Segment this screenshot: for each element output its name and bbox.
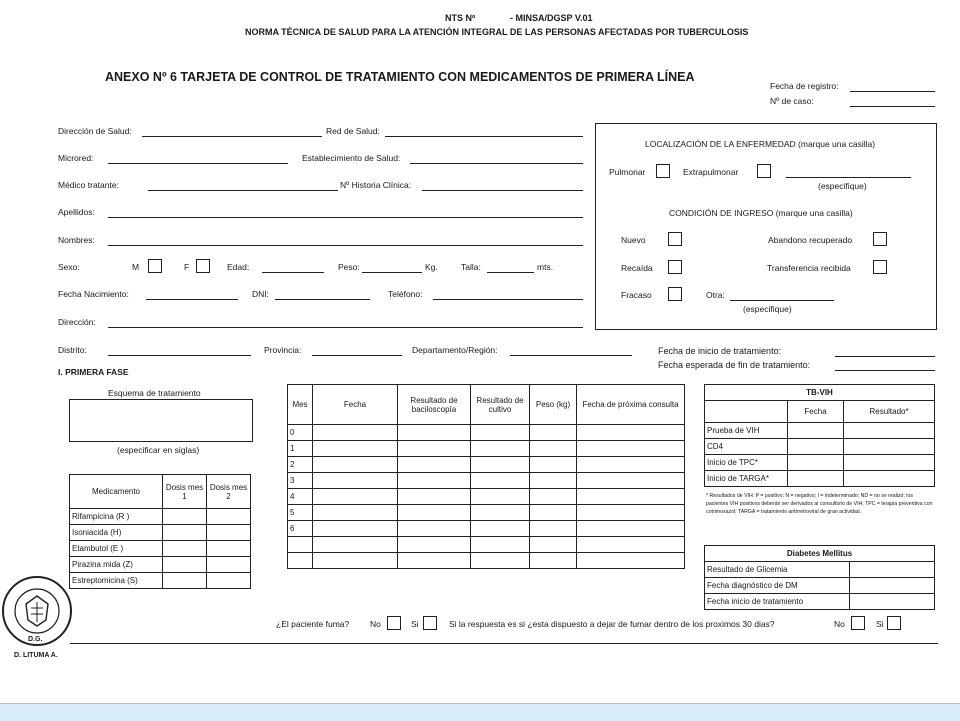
table-row <box>288 505 685 521</box>
med-header-dosis1: Dosis mes 1 <box>163 475 207 509</box>
mes-cell: 2 <box>288 457 313 473</box>
fecha-registro-label: Fecha de registro: <box>770 81 839 91</box>
historia-label: Nº Historia Clínica: <box>340 180 412 190</box>
dosis-cell[interactable] <box>163 525 207 541</box>
seg-cell[interactable] <box>313 553 398 569</box>
departamento-line[interactable] <box>510 355 632 356</box>
seg-cell[interactable] <box>398 489 471 505</box>
table-row <box>288 425 685 441</box>
tbvih-title: TB-VIH <box>705 385 935 401</box>
table-row <box>70 573 251 589</box>
norma-title: NORMA TÉCNICA DE SALUD PARA LA ATENCIÓN INTEGRAL DE LAS PERSONAS AFECTADAS POR TUBERCULOSIS <box>245 27 749 37</box>
diabetes-row-label: Resultado de Glicemia <box>705 562 850 578</box>
distrito-line[interactable] <box>108 355 251 356</box>
seg-cell[interactable] <box>398 505 471 521</box>
direccion-line[interactable] <box>108 327 583 328</box>
mts-label: mts. <box>537 262 554 272</box>
dosis-cell[interactable] <box>207 557 251 573</box>
stamp-dg: D.G. <box>28 636 43 643</box>
fuma-dispuesto: Si la respuesta es si ¿esta dispuesto a dejar de fumar dentro de los proximos 30 dias? <box>449 619 775 629</box>
provincia-line[interactable] <box>312 355 402 356</box>
talla-label: Talla: <box>461 262 481 272</box>
fuma-no-checkbox[interactable] <box>387 616 401 630</box>
seg-cell[interactable] <box>471 521 530 537</box>
seg-cell[interactable] <box>398 521 471 537</box>
medicamentos-table <box>69 474 251 589</box>
seg-cell[interactable] <box>313 457 398 473</box>
table-row <box>288 441 685 457</box>
table-row <box>705 455 935 471</box>
fracaso-checkbox[interactable] <box>668 287 682 301</box>
telefono-label: Teléfono: <box>388 289 423 299</box>
nombres-label: Nombres: <box>58 235 95 245</box>
seg-cell[interactable] <box>471 553 530 569</box>
diabetes-table <box>704 545 935 610</box>
pulmonar-label: Pulmonar <box>609 167 646 177</box>
footer-rule <box>70 643 938 644</box>
seg-cell[interactable] <box>577 521 685 537</box>
fecha-fin-label: Fecha esperada de fin de tratamiento: <box>658 360 811 370</box>
seg-header-mes: Mes <box>288 385 313 425</box>
seg-cell[interactable] <box>530 521 577 537</box>
esquema-label: Esquema de tratamiento <box>108 388 201 398</box>
seg-cell[interactable] <box>577 489 685 505</box>
tbvih-row-label: Prueba de VIH <box>705 423 788 439</box>
tbvih-cell[interactable] <box>788 455 844 471</box>
direccion-salud-line[interactable] <box>142 136 322 137</box>
microred-label: Microred: <box>58 153 94 163</box>
especificar-siglas: (especificar en siglas) <box>117 445 200 455</box>
seg-cell[interactable] <box>577 537 685 553</box>
tbvih-row-label: Inicio de TPC* <box>705 455 788 471</box>
sexo-f-checkbox[interactable] <box>196 259 210 273</box>
seg-cell[interactable] <box>530 473 577 489</box>
mes-cell <box>288 553 313 569</box>
table-row <box>288 489 685 505</box>
nombres-line[interactable] <box>108 245 583 246</box>
talla-line[interactable] <box>487 272 534 273</box>
table-row <box>70 525 251 541</box>
mes-cell: 0 <box>288 425 313 441</box>
seg-header-peso: Peso (kg) <box>530 385 577 425</box>
diabetes-row-label: Fecha diagnóstico de DM <box>705 578 850 594</box>
seg-cell[interactable] <box>471 441 530 457</box>
dejar-no-label: No <box>834 619 845 629</box>
seg-cell[interactable] <box>577 441 685 457</box>
tbvih-header-resultado: Resultado* <box>844 401 935 423</box>
med-name: Pirazina mida (Z) <box>70 557 163 573</box>
fuma-no-label: No <box>370 619 381 629</box>
seg-cell[interactable] <box>530 489 577 505</box>
mes-cell <box>288 537 313 553</box>
fecha-fin-line[interactable] <box>835 370 935 371</box>
seg-cell[interactable] <box>398 553 471 569</box>
dosis-cell[interactable] <box>163 541 207 557</box>
nuevo-checkbox[interactable] <box>668 232 682 246</box>
condicion-title: CONDICIÓN DE INGRESO (marque una casilla) <box>669 208 853 218</box>
seg-cell[interactable] <box>313 473 398 489</box>
seg-header-proxima: Fecha de próxima consulta <box>577 385 685 425</box>
mes-cell: 4 <box>288 489 313 505</box>
table-row <box>288 521 685 537</box>
seg-cell[interactable] <box>471 457 530 473</box>
table-row <box>705 471 935 487</box>
seg-cell[interactable] <box>577 473 685 489</box>
tbvih-cell[interactable] <box>844 423 935 439</box>
seg-cell[interactable] <box>530 441 577 457</box>
table-row <box>288 457 685 473</box>
seg-cell[interactable] <box>530 553 577 569</box>
tbvih-header-fecha: Fecha <box>788 401 844 423</box>
localizacion-title: LOCALIZACIÓN DE LA ENFERMEDAD (marque una casilla) <box>645 139 876 149</box>
fecha-nac-line[interactable] <box>146 299 238 300</box>
esquema-box[interactable] <box>69 399 253 442</box>
seg-cell[interactable] <box>313 537 398 553</box>
stamp-signature: D. LITUMA A. <box>14 652 58 659</box>
table-row <box>705 562 935 578</box>
transferencia-checkbox[interactable] <box>873 260 887 274</box>
seg-cell[interactable] <box>530 537 577 553</box>
fuma-si-checkbox[interactable] <box>423 616 437 630</box>
med-header-medicamento: Medicamento <box>70 475 163 509</box>
med-header-dosis2: Dosis mes 2 <box>207 475 251 509</box>
abandono-checkbox[interactable] <box>873 232 887 246</box>
establecimiento-label: Establecimiento de Salud: <box>302 153 401 163</box>
tbvih-header-empty <box>705 401 788 423</box>
tbvih-cell[interactable] <box>788 471 844 487</box>
tbvih-cell[interactable] <box>788 439 844 455</box>
tbvih-row-label: Inicio de TARGA* <box>705 471 788 487</box>
pulmonar-checkbox[interactable] <box>656 164 670 178</box>
seg-cell[interactable] <box>398 537 471 553</box>
fuma-si-label: Si <box>411 619 419 629</box>
tbvih-note: * Resultados de VIH: P = positivo; N = negativo; I = indeterminado; ND = no se realizó; los pacientes VIH positivos deberán ser derivados al consultorio de VIH; TPC = terapia preventiva con cotrimoxazol; TARGA = tratamiento antirretroviral de gran actividad. <box>706 493 933 515</box>
num-caso-line[interactable] <box>850 106 935 107</box>
diabetes-cell[interactable] <box>850 594 935 610</box>
dosis-cell[interactable] <box>163 573 207 589</box>
sexo-label: Sexo: <box>58 262 80 272</box>
med-name: Estreptomicina (S) <box>70 573 163 589</box>
seg-cell[interactable] <box>530 505 577 521</box>
table-row <box>705 594 935 610</box>
edad-line[interactable] <box>262 272 324 273</box>
dosis-cell[interactable] <box>207 525 251 541</box>
table-row <box>70 509 251 525</box>
dni-line[interactable] <box>275 299 370 300</box>
transferencia-label: Transferencia recibida <box>767 263 851 273</box>
sexo-m-label: M <box>132 262 140 272</box>
tbvih-cell[interactable] <box>844 439 935 455</box>
primera-fase-title: I. PRIMERA FASE <box>58 367 129 377</box>
peso-label: Peso: <box>338 262 360 272</box>
recaida-label: Recaída <box>621 263 653 273</box>
dejar-no-checkbox[interactable] <box>851 616 865 630</box>
fecha-registro-line[interactable] <box>850 91 935 92</box>
dosis-cell[interactable] <box>163 557 207 573</box>
seg-cell[interactable] <box>398 457 471 473</box>
seg-cell[interactable] <box>471 425 530 441</box>
otra-label: Otra: <box>706 290 725 300</box>
seg-cell[interactable] <box>577 425 685 441</box>
medico-label: Médico tratante: <box>58 180 119 190</box>
med-name: Isoniacida (H) <box>70 525 163 541</box>
dosis-cell[interactable] <box>163 509 207 525</box>
dejar-si-label: Si <box>876 619 884 629</box>
tbvih-cell[interactable] <box>844 455 935 471</box>
kg-label: Kg. <box>425 262 438 272</box>
cond-especifique: (especifique) <box>743 304 792 314</box>
seg-cell[interactable] <box>398 425 471 441</box>
otra-line[interactable] <box>730 300 834 301</box>
seg-cell[interactable] <box>577 457 685 473</box>
extrapulmonar-line[interactable] <box>786 177 911 178</box>
provincia-label: Provincia: <box>264 345 302 355</box>
tbvih-row-label: CD4 <box>705 439 788 455</box>
abandono-label: Abandono recuperado <box>768 235 853 245</box>
telefono-line[interactable] <box>433 299 583 300</box>
historia-line[interactable] <box>422 190 583 191</box>
diabetes-cell[interactable] <box>850 578 935 594</box>
tbvih-table <box>704 384 935 487</box>
mes-cell: 6 <box>288 521 313 537</box>
table-row <box>288 537 685 553</box>
departamento-label: Departamento/Región: <box>412 345 498 355</box>
seg-cell[interactable] <box>313 489 398 505</box>
seguimiento-table <box>287 384 685 569</box>
seg-cell[interactable] <box>530 425 577 441</box>
dosis-cell[interactable] <box>207 509 251 525</box>
num-caso-label: Nº de caso: <box>770 96 814 106</box>
table-row <box>705 439 935 455</box>
diabetes-row-label: Fecha inicio de tratamiento <box>705 594 850 610</box>
mes-cell: 1 <box>288 441 313 457</box>
table-row <box>288 553 685 569</box>
apellidos-line[interactable] <box>108 217 583 218</box>
table-row <box>705 423 935 439</box>
seg-header-baciloscopia: Resultado de baciloscopía <box>398 385 471 425</box>
direccion-salud-label: Dirección de Salud: <box>58 126 132 136</box>
peso-line[interactable] <box>362 272 422 273</box>
establecimiento-line[interactable] <box>410 163 583 164</box>
seg-header-fecha: Fecha <box>313 385 398 425</box>
apellidos-label: Apellidos: <box>58 207 95 217</box>
anexo-title: ANEXO Nº 6 TARJETA DE CONTROL DE TRATAMIENTO CON MEDICAMENTOS DE PRIMERA LÍNEA <box>105 70 695 84</box>
mes-cell: 3 <box>288 473 313 489</box>
table-row <box>70 557 251 573</box>
table-row <box>288 473 685 489</box>
fecha-nac-label: Fecha Nacimiento: <box>58 289 129 299</box>
red-salud-label: Red de Salud: <box>326 126 380 136</box>
edad-label: Edad: <box>227 262 250 272</box>
mes-cell: 5 <box>288 505 313 521</box>
seg-cell[interactable] <box>313 425 398 441</box>
seg-cell[interactable] <box>313 441 398 457</box>
med-name: Etambutol (E ) <box>70 541 163 557</box>
nuevo-label: Nuevo <box>621 235 646 245</box>
seg-header-cultivo: Resultado de cultivo <box>471 385 530 425</box>
diabetes-title: Diabetes Mellitus <box>705 546 935 562</box>
microred-line[interactable] <box>108 163 288 164</box>
tbvih-cell[interactable] <box>844 471 935 487</box>
red-salud-line[interactable] <box>385 136 583 137</box>
seg-cell[interactable] <box>530 457 577 473</box>
seg-cell[interactable] <box>471 473 530 489</box>
diabetes-cell[interactable] <box>850 562 935 578</box>
recaida-checkbox[interactable] <box>668 260 682 274</box>
seg-cell[interactable] <box>313 505 398 521</box>
dosis-cell[interactable] <box>207 541 251 557</box>
seg-cell[interactable] <box>577 553 685 569</box>
seg-cell[interactable] <box>471 489 530 505</box>
dni-label: DNI: <box>252 289 269 299</box>
seg-cell[interactable] <box>398 473 471 489</box>
extrapulmonar-label: Extrapulmonar <box>683 167 739 177</box>
table-row <box>705 578 935 594</box>
direccion-label: Dirección: <box>58 317 96 327</box>
sexo-m-checkbox[interactable] <box>148 259 162 273</box>
dejar-si-checkbox[interactable] <box>887 616 901 630</box>
dosis-cell[interactable] <box>207 573 251 589</box>
fracaso-label: Fracaso <box>621 290 652 300</box>
table-row <box>70 541 251 557</box>
seg-cell[interactable] <box>471 537 530 553</box>
distrito-label: Distrito: <box>58 345 87 355</box>
extrapulmonar-checkbox[interactable] <box>757 164 771 178</box>
seg-cell[interactable] <box>577 505 685 521</box>
seg-cell[interactable] <box>471 505 530 521</box>
seg-cell[interactable] <box>313 521 398 537</box>
med-name: Rifampicina (R ) <box>70 509 163 525</box>
fuma-pregunta: ¿El paciente fuma? <box>276 619 350 629</box>
fecha-inicio-line[interactable] <box>835 356 935 357</box>
tbvih-cell[interactable] <box>788 423 844 439</box>
nts-label: NTS Nº <box>445 13 476 23</box>
bottom-status-bar <box>0 703 960 721</box>
fecha-inicio-label: Fecha de inicio de tratamiento: <box>658 346 782 356</box>
medico-line[interactable] <box>148 190 338 191</box>
seg-cell[interactable] <box>398 441 471 457</box>
minsa-code: - MINSA/DGSP V.01 <box>510 13 593 23</box>
sexo-f-label: F <box>184 262 190 272</box>
loc-especifique: (especifique) <box>818 181 867 191</box>
